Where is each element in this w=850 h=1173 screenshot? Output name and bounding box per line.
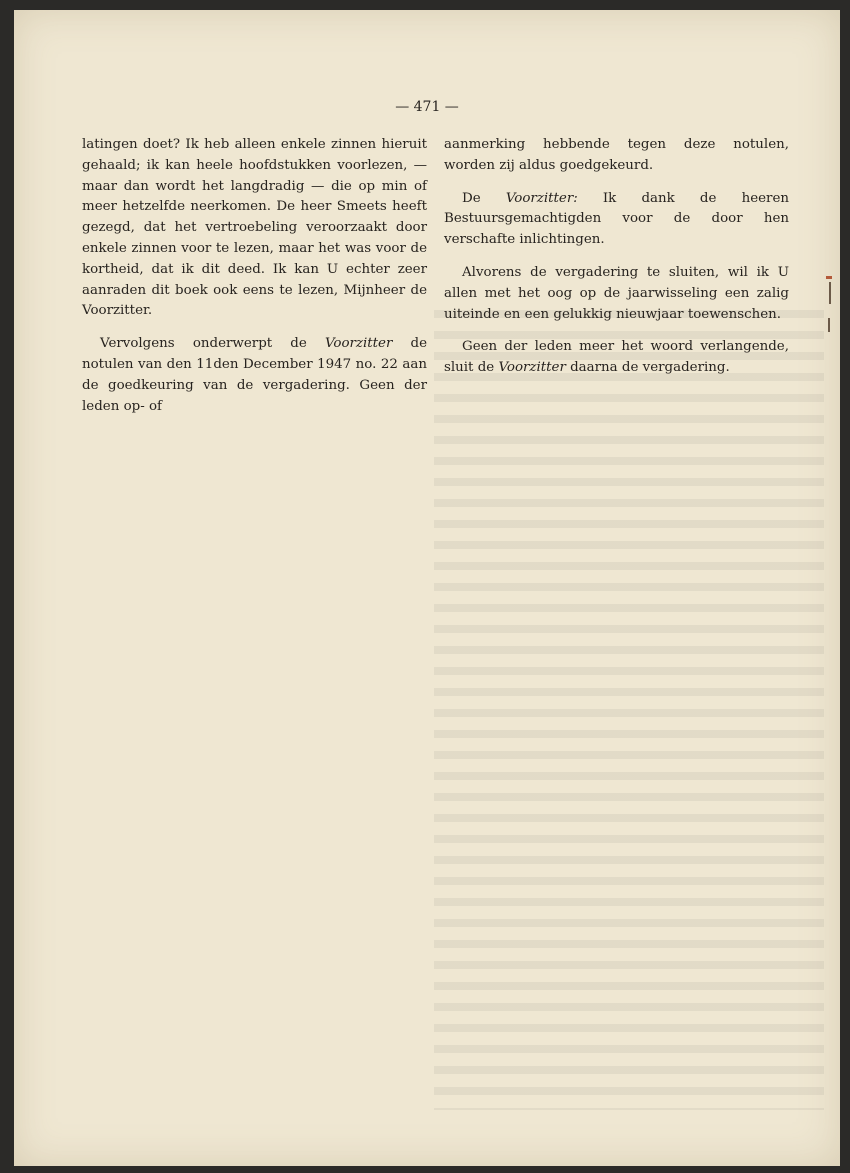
right-column bbox=[444, 135, 789, 391]
left-paragraph-1: latingen doet? Ik heb alleen enkele zinnen hieruit gehaald; ik kan heele hoofdstukken voorlezen, — maar dan wordt het langdradig — die op min of meer hetzelfde neerkomen. De heer Smeets heeft gezegd, dat het vertroebeling veroorzaakt door enkele zinnen voor te lezen, maar het was voor de kortheid, dat ik dit deed. Ik kan U echter zeer aanraden dit boek ook eens te lezen, Mijnheer de Voorzitter. bbox=[82, 137, 427, 319]
right-paragraph-4-text-b: daarna de vergadering. bbox=[565, 360, 730, 376]
right-paragraph-3: Alvorens de vergadering te sluiten, wil ik U allen met het oog op de jaarwisseling een zalig uiteinde en een gelukkig nieuwjaar toewenschen. bbox=[444, 264, 789, 322]
right-paragraph-4 bbox=[444, 337, 789, 379]
right-paragraph-1: aanmerking hebbende tegen deze notulen, worden zij aldus goedgekeurd. bbox=[444, 137, 789, 173]
margin-mark-dot bbox=[826, 276, 832, 279]
right-paragraph-2-prefix: De bbox=[462, 190, 506, 206]
left-column bbox=[82, 135, 427, 429]
right-paragraph-2-text: Ik dank de heeren Bestuursgemachtigden voor de door hen verschafte inlichtingen. bbox=[444, 190, 789, 248]
left-paragraph-2-text-a: Vervolgens onderwerpt de bbox=[100, 336, 325, 352]
left-paragraph-2-text-b: de notulen van den 11den December 1947 no. 22 aan de goedkeuring van de vergadering. Geen der leden op- of bbox=[82, 336, 427, 414]
speaker-name: Voorzitter: bbox=[505, 190, 578, 206]
margin-mark-lower bbox=[828, 318, 830, 332]
speaker-name: Voorzitter bbox=[498, 360, 566, 376]
right-paragraph-2 bbox=[444, 189, 789, 251]
right-paragraph-4-text-a: Geen der leden meer het woord verlangende, sluit de bbox=[444, 339, 789, 376]
bleed-through-text bbox=[434, 310, 824, 1110]
margin-mark bbox=[829, 282, 831, 304]
page-number: — 471 — bbox=[395, 99, 459, 115]
left-paragraph-2 bbox=[82, 334, 427, 417]
speaker-name: Voorzitter bbox=[324, 336, 393, 352]
document-page bbox=[14, 10, 840, 1166]
